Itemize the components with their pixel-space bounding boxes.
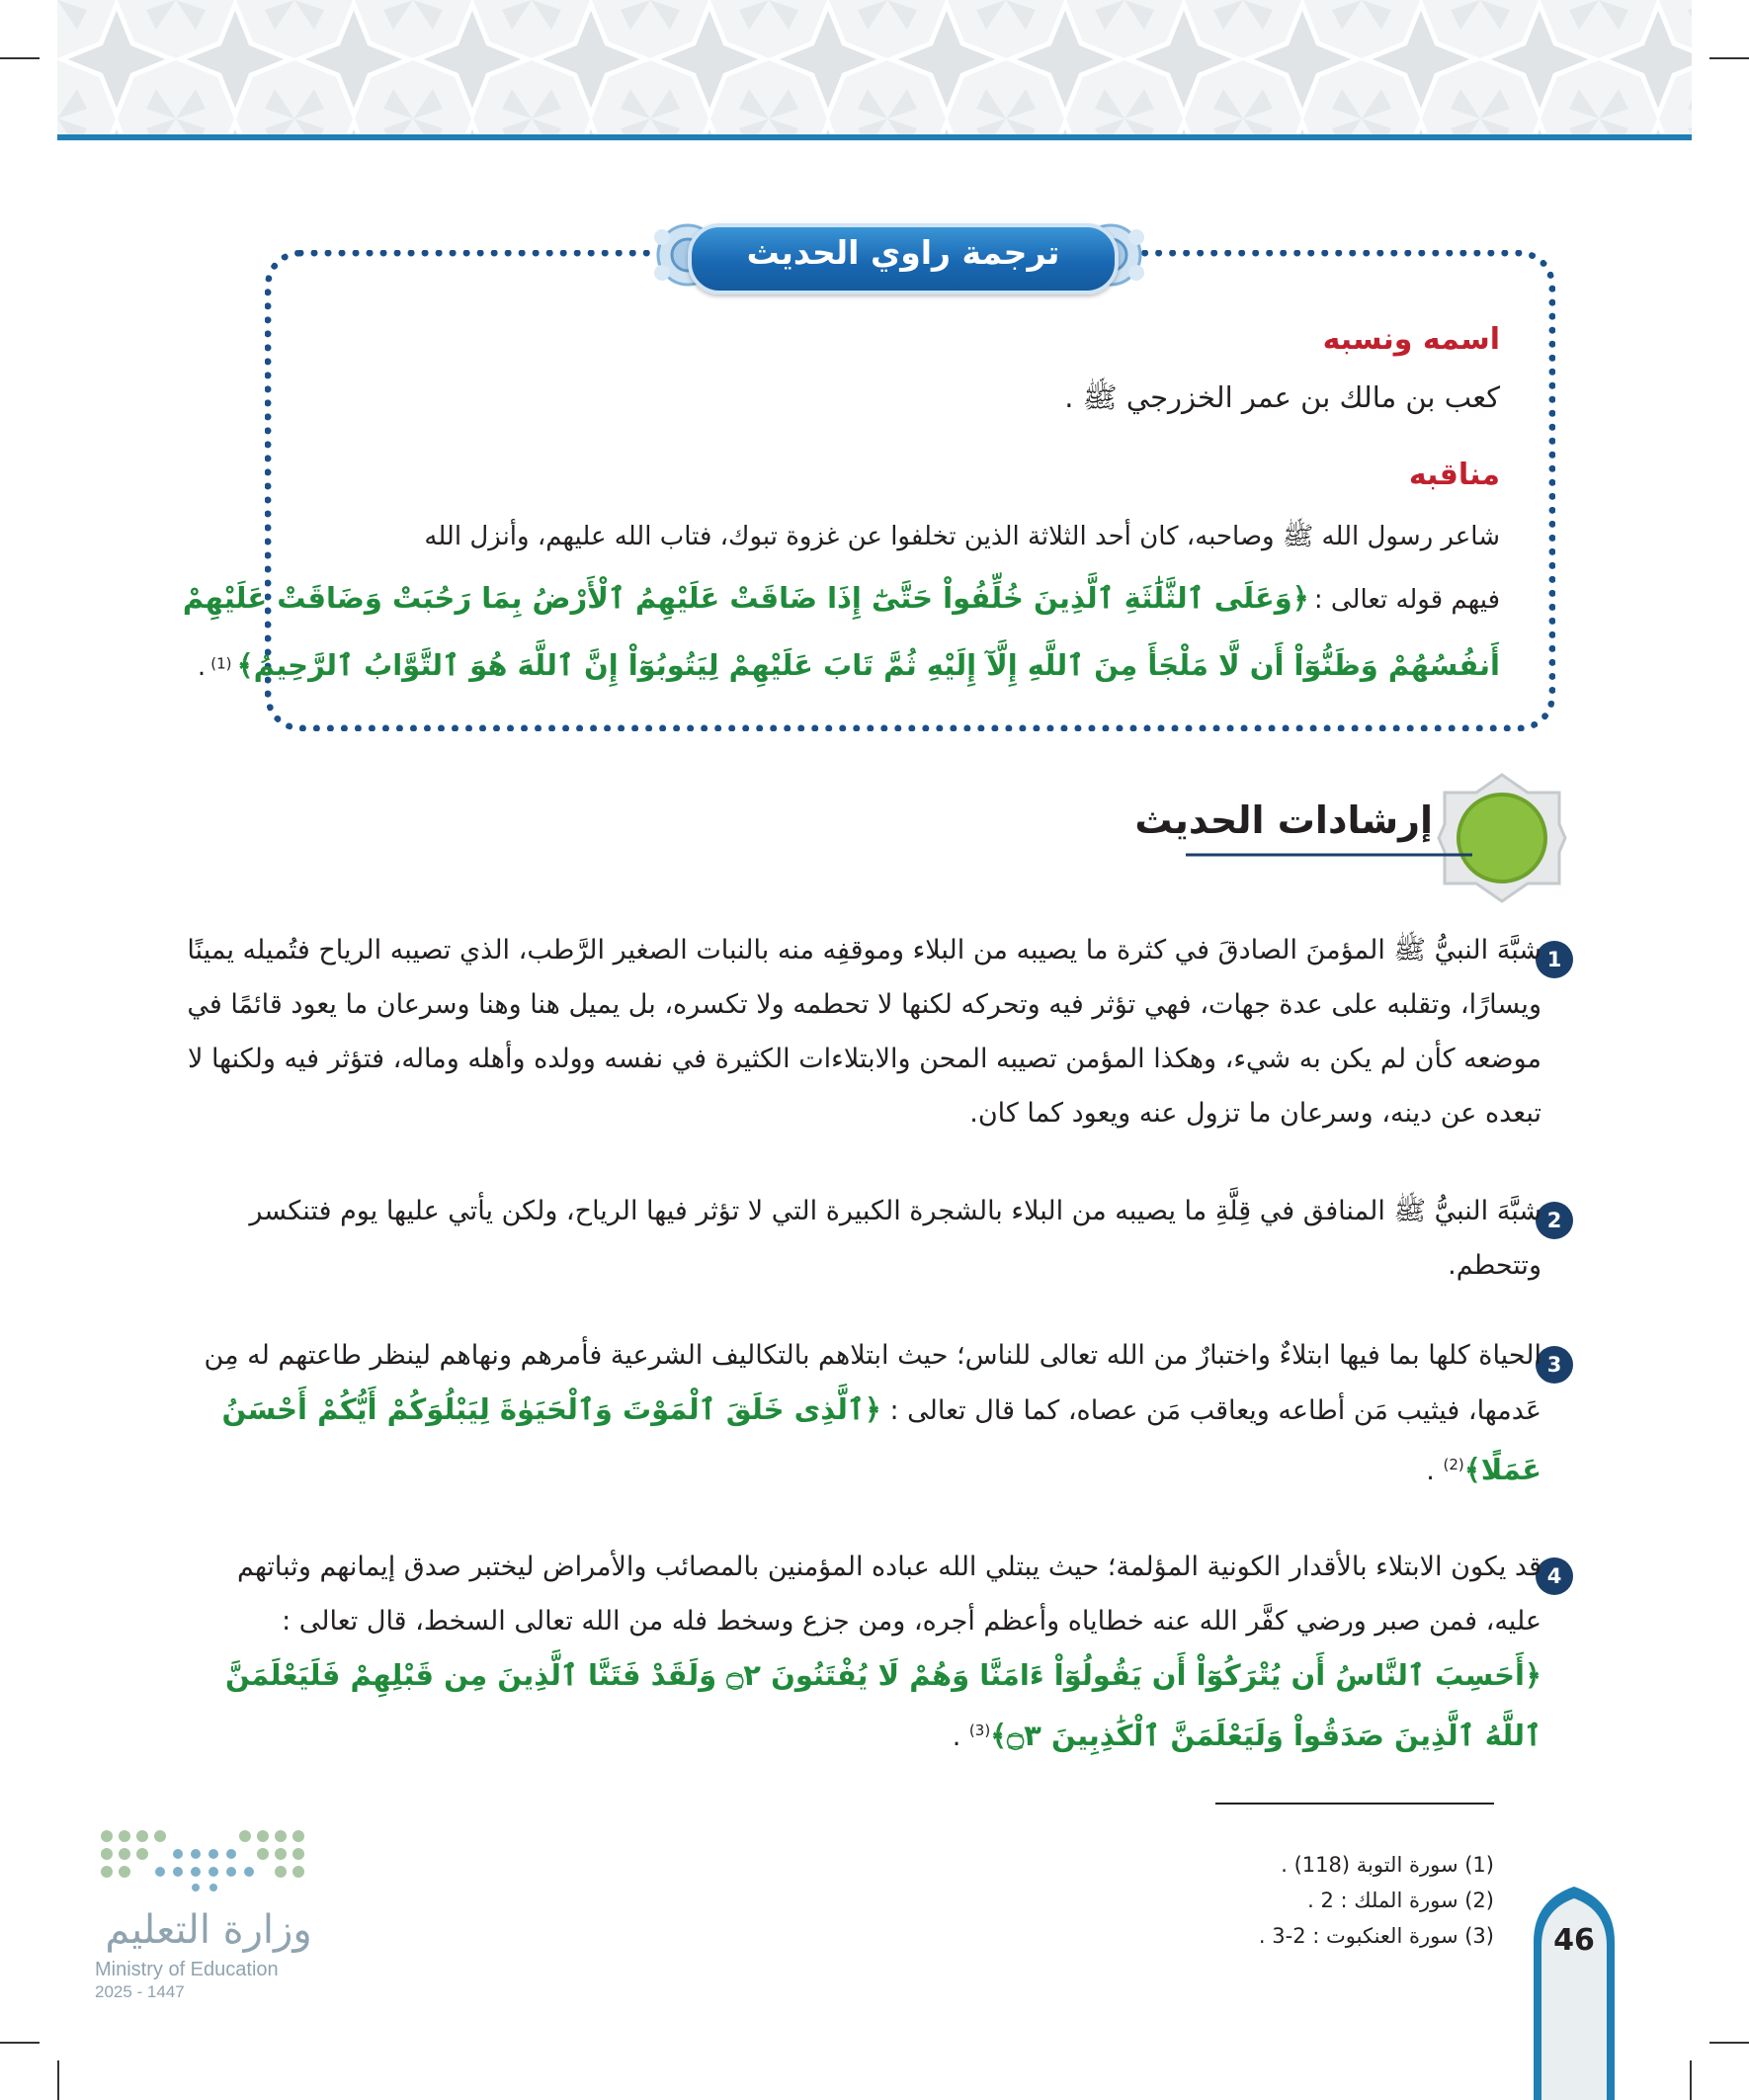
virtues-intro: فيهم قوله تعالى :: [1313, 585, 1500, 615]
crop-mark: [1709, 2042, 1749, 2044]
crop-mark: [0, 57, 40, 59]
header-rule: [57, 134, 1692, 140]
footnote: (1) سورة التوبة (118) .: [1281, 1853, 1494, 1877]
footnote: (3) سورة العنكبوت : 2-3 .: [1258, 1924, 1494, 1948]
guidance-item-4: [178, 1540, 1541, 1764]
quran-verse: ﴿ٱلَّذِى خَلَقَ ٱلْمَوْتَ وَٱلْحَيَوٰةَ لِيَبْلُوَكُمْ أَيُّكُمْ أَحْسَنُ عَمَلًا﴾: [221, 1392, 1541, 1486]
period: .: [1426, 1456, 1435, 1486]
ministry-name-arabic: وزارة التعليم: [105, 1907, 312, 1953]
narrator-title: ترجمة راوي الحديث: [746, 233, 1060, 272]
name-heading: اسمه ونسبه: [1322, 322, 1500, 357]
crop-mark: [1690, 2060, 1692, 2100]
quran-verse: ﴿وَعَلَى ٱلثَّلَٰثَةِ ٱلَّذِينَ خُلِّفُواْ حَتَّىٰٓ إِذَا ضَاقَتْ عَلَيْهِمُ ٱلْأَرْضُ بِمَا رَحُبَتْ وَضَاقَتْ عَلَيْهِمْ: [182, 581, 1309, 615]
crop-mark: [0, 2042, 40, 2044]
quran-verse: أَنفُسُهُمْ وَظَنُّوٓاْ أَن لَّا مَلْجَأَ مِنَ ٱللَّهِ إِلَّآ إِلَيْهِ ثُمَّ تَابَ عَلَيْهِمْ لِيَتُوبُوٓاْ إِنَّ ٱللَّهَ هُوَ ٱلتَّوَّابُ ٱلرَّحِيمُ﴾: [236, 648, 1500, 682]
verse-line-2: [197, 644, 1500, 690]
quran-verse: ﴿أَحَسِبَ ٱلنَّاسُ أَن يُتْرَكُوٓاْ أَن يَقُولُوٓاْ ءَامَنَّا وَهُمْ لَا يُفْتَنُونَ ۝٢ وَلَقَدْ فَتَنَّا ٱلَّذِينَ مِن قَبْلِهِمْ فَلَيَعْلَمَنَّ ٱللَّهُ ٱلَّذِينَ صَدَقُواْ وَلَيَعْلَمَنَّ ٱلْكَٰذِبِينَ ۝٣﴾: [224, 1658, 1541, 1752]
title-underline: [1186, 852, 1472, 858]
crop-mark: [1709, 57, 1749, 59]
period: .: [197, 652, 207, 682]
name-text: كعب بن مالك بن عمر الخزرجي ﷺ .: [1064, 380, 1500, 414]
footnote-ref: (3): [968, 1722, 991, 1739]
item-text: قد يكون الابتلاء بالأقدار الكونية المؤلمة؛ حيث يبتلي الله عباده المؤمنين بالمصائب والأمراض ليختبر صدق إيمانهم وثباتهم عليه، فمن صبر ورضي كفَّر الله عنه خطاياه وأعظم أجره، ومن جزع وسخط فله من الله تعالى السخط، قال تعالى :: [237, 1552, 1541, 1637]
verse-line-1: [182, 577, 1500, 623]
guidance-item-1: شبَّهَ النبيُّ ﷺ المؤمنَ الصادقَ في كثرة ما يصيبه من البلاء وموقفِه منه بالنبات الصغير الرَّطب، الذي تصيبه الرياح فتُميله يمينًا ويسارًا، وتقلبه على عدة جهات، فهي تؤثر فيه وتحركه لكنها لا تحطمه ولا تكسره، بل يميل هنا وهنا وسرعان ما يعود قائمًا في موضعه كأن لم يكن به شيء، وهكذا المؤمن تصيبه المحن والابتلاءات الكثيرة في نفسه وولده وأهله وماله، فتؤثر فيه ولكنها لا تبعده عن دينه، وسرعان ما تزول عنه ويعود كما كان.: [187, 935, 1541, 1129]
item-number-badge: 4: [1536, 1557, 1573, 1595]
guidance-item-3: [178, 1328, 1541, 1498]
period: .: [952, 1722, 961, 1752]
octagon-badge-icon: [1435, 771, 1569, 905]
ministry-logo-icon: [97, 1826, 310, 1895]
item-text: الحياة كلها بما فيها ابتلاءٌ واختبارٌ من الله تعالى للناس؛ حيث ابتلاهم بالتكاليف الشرعية فأمرهم ونهاهم لينظر طاعتهم له مِن عَدمها، فيثيب مَن أطاعه ويعاقب مَن عصاه، كما قال تعالى :: [204, 1340, 1541, 1426]
item-number-badge: 2: [1536, 1202, 1573, 1239]
footnote-ref: (2): [1443, 1456, 1464, 1473]
footnote: (2) سورة الملك : 2 .: [1307, 1889, 1494, 1912]
narrator-title-badge: [652, 208, 1146, 302]
header-pattern-band: [57, 0, 1692, 136]
guidance-item-2: شبَّهَ النبيُّ ﷺ المنافق في قِلَّةِ ما يصيبه من البلاء بالشجرة الكبيرة التي لا تؤثر فيها الرياح، ولكن يأتي عليها يوم فتنكسر وتتحطم.: [249, 1196, 1541, 1281]
footnote-rule: [1215, 1803, 1494, 1805]
ministry-name-english: Ministry of Education: [95, 1959, 279, 1980]
guidance-title: إرشادات الحديث: [1134, 798, 1433, 842]
crop-mark: [57, 2060, 59, 2100]
page-number-tab: [1528, 1883, 1621, 2100]
ministry-year: 2025 - 1447: [95, 1982, 185, 2001]
footnote-ref: (1): [210, 654, 232, 673]
virtues-heading: مناقبه: [1408, 458, 1500, 492]
item-number-badge: 3: [1536, 1346, 1573, 1384]
item-number-badge: 1: [1536, 941, 1573, 978]
page-number: 46: [1553, 1923, 1595, 1958]
virtues-text: شاعر رسول الله ﷺ وصاحبه، كان أحد الثلاثة الذين تخلفوا عن غزوة تبوك، فتاب الله عليهم، وأنزل الله: [424, 522, 1500, 551]
